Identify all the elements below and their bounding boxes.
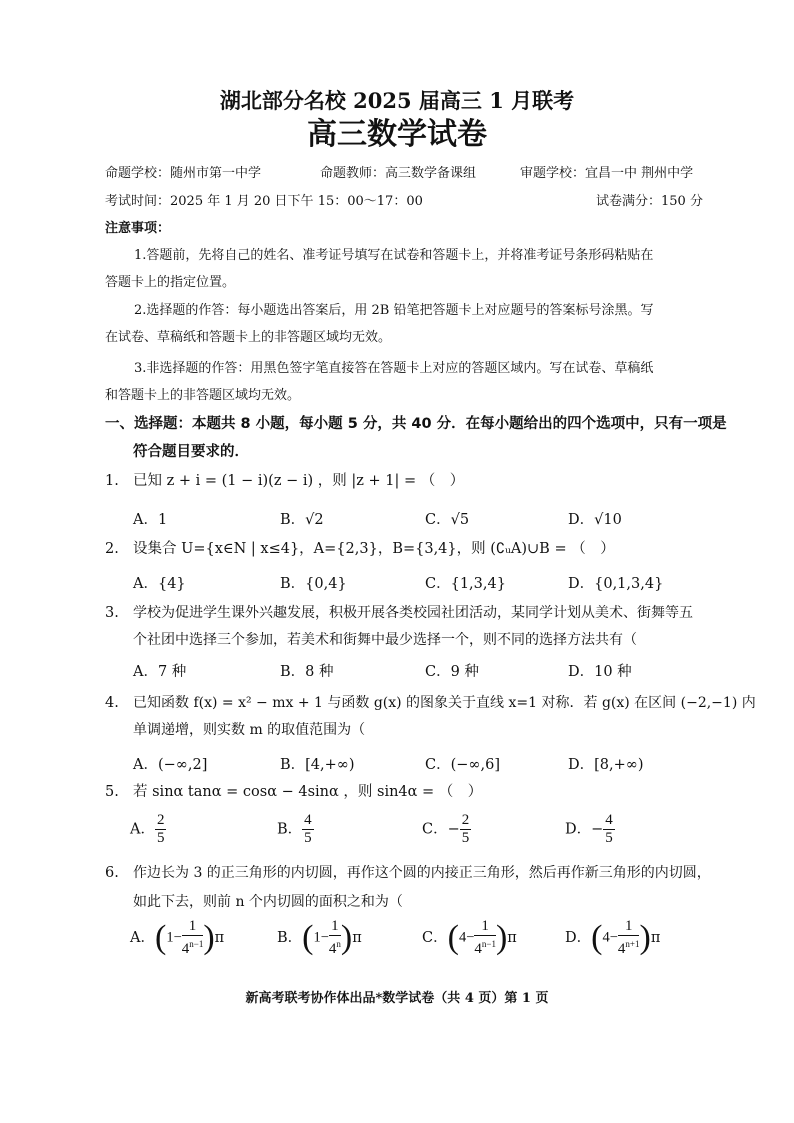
- option-label: C．: [422, 930, 448, 946]
- base: 4: [328, 941, 337, 957]
- numerator: 1: [618, 918, 640, 936]
- note-2-line-1: 2.选择题的作答：每小题选出答案后，用 2B 铅笔把答题卡上对应题号的答案标号涂黑。写: [134, 303, 654, 318]
- lead-term: 4−: [602, 929, 618, 946]
- q1-option-d: D．√10: [568, 512, 622, 528]
- q4-option-c: C．(−∞,6]: [425, 757, 500, 773]
- option-label: D．: [565, 821, 592, 838]
- note-1-line-1: 1.答题前，先将自己的姓名、准考证号填写在试卷和答题卡上，并将准考证号条形码粘贴在: [134, 248, 654, 263]
- q6-option-a: [130, 918, 224, 958]
- note-3-line-1: 3.非选择题的作答：用黑色签字笔直接答在答题卡上对应的答题区域内。写在试卷、草稿纸: [134, 361, 654, 376]
- pi-symbol: π: [352, 930, 362, 946]
- left-paren: (: [302, 919, 314, 956]
- denominator: [329, 936, 341, 958]
- q1-option-b: B．√2: [280, 512, 324, 528]
- fraction: [302, 812, 314, 847]
- pi-symbol: π: [650, 930, 661, 946]
- base: 4: [181, 941, 190, 957]
- note-2-line-2: 在试卷、草稿纸和答题卡上的非答题区域均无效。: [105, 330, 392, 345]
- right-paren: ): [495, 919, 508, 956]
- exam-name: 湖北部分名校 2025 届高三 1 月联考: [219, 88, 575, 113]
- left-paren: (: [154, 919, 167, 956]
- right-paren: ): [203, 919, 215, 956]
- option-label: C．: [422, 821, 448, 838]
- q1-option-c: C．√5: [425, 512, 470, 528]
- question-1-text: 已知 z + i = (1 − i)(z − i) ，则 |z + 1| = （ ）: [133, 473, 465, 489]
- fraction: [182, 918, 204, 958]
- paper-title: 高三数学试卷: [307, 117, 487, 152]
- q2-option-a: A．{4}: [133, 576, 186, 592]
- question-number: 2.: [105, 541, 119, 557]
- denominator: 5: [605, 830, 613, 846]
- option-label: B．: [277, 821, 303, 838]
- question-6-text: 作边长为 3 的正三角形的内切圆，再作这个圆的内接正三角形，然后再作新三角形的内切圆，: [133, 865, 711, 881]
- question-number: 1.: [105, 473, 119, 489]
- pi-symbol: π: [214, 930, 225, 946]
- note-3-line-2: 和答题卡上的非答题区域均无效。: [105, 388, 301, 403]
- exam-time: 考试时间：2025 年 1 月 20 日下午 15：00～17：00: [105, 194, 423, 209]
- fraction: [618, 918, 640, 958]
- lead-term: 1−: [313, 929, 329, 946]
- setter-school: 命题学校：随州市第一中学: [105, 166, 262, 181]
- note-1-line-2: 答题卡上的指定位置。: [105, 275, 236, 290]
- q2-option-b: B．{0,4}: [280, 576, 347, 592]
- q5-option-b: [277, 812, 314, 847]
- lead-term: 4−: [458, 929, 475, 946]
- fraction: [155, 812, 167, 847]
- option-label: B．: [277, 930, 303, 946]
- q4-option-a: A．(−∞,2]: [133, 757, 208, 773]
- notes-title: 注意事项：: [105, 221, 171, 236]
- denominator: 5: [304, 830, 312, 846]
- denominator: 5: [461, 830, 470, 846]
- exponent: n−1: [189, 939, 204, 949]
- question-4-text-cont: 单调递增，则实数 m 的取值范围为（: [133, 722, 366, 738]
- section-heading-cont: 符合题目要求的．: [133, 444, 249, 460]
- fraction: [460, 812, 472, 847]
- q4-option-b: B．[4,+∞): [280, 757, 355, 773]
- option-label: D．: [565, 930, 592, 946]
- fraction: [474, 918, 496, 958]
- denominator: [182, 936, 204, 958]
- exponent: n+1: [625, 939, 640, 949]
- right-paren: ): [639, 919, 651, 956]
- q4-option-d: D．[8,+∞): [568, 757, 644, 773]
- question-3-text-cont: 个社团中选择三个参加，若美术和街舞中最少选择一个，则不同的选择方法共有（: [133, 632, 637, 648]
- left-paren: (: [591, 919, 603, 956]
- numerator: 4: [605, 812, 613, 828]
- exponent: n−1: [481, 939, 496, 949]
- section-heading: 一、选择题：本题共 8 小题，每小题 5 分，共 40 分．在每小题给出的四个选项中，只有一项是: [105, 416, 727, 432]
- q5-option-c: [422, 812, 471, 847]
- fraction-sign: −: [591, 821, 604, 838]
- numerator: 2: [156, 812, 165, 828]
- page-footer: 新高考联考协作体出品*数学试卷（共 4 页）第 1 页: [245, 991, 549, 1006]
- question-5-text: 若 sinα tanα = cosα − 4sinα ，则 sin4α = （ ）: [133, 784, 483, 800]
- question-4-text: 已知函数 f(x) = x² − mx + 1 与函数 g(x) 的图象关于直线 x=1 对称．若 g(x) 在区间 (−2,−1) 内: [133, 695, 756, 711]
- question-number: 5.: [105, 784, 119, 800]
- question-number: 4.: [105, 695, 119, 711]
- q2-option-d: D．{0,1,3,4}: [568, 576, 664, 592]
- question-number: 3.: [105, 605, 119, 621]
- fraction-sign: −: [447, 821, 460, 838]
- question-3-text: 学校为促进学生课外兴趣发展，积极开展各类校园社团活动，某同学计划从美术、街舞等五: [133, 605, 693, 621]
- numerator: 1: [474, 918, 496, 936]
- review-school: 审题学校：宜昌一中 荆州中学: [520, 166, 694, 181]
- numerator: 1: [329, 918, 341, 936]
- option-label: A．: [130, 821, 155, 838]
- base: 4: [617, 941, 626, 957]
- exponent: n: [336, 939, 341, 949]
- question-number: 6.: [105, 865, 119, 881]
- full-score: 试卷满分：150 分: [596, 194, 703, 209]
- q3-option-d: D．10 种: [568, 664, 632, 680]
- denominator: [474, 936, 496, 958]
- numerator: 1: [182, 918, 204, 936]
- numerator: 4: [304, 812, 312, 828]
- denominator: [618, 936, 640, 958]
- fraction: [329, 918, 341, 958]
- left-paren: (: [447, 919, 459, 956]
- q6-option-c: [422, 918, 517, 958]
- setter-teacher: 命题教师：高三数学备课组: [320, 166, 477, 181]
- q3-option-b: B．8 种: [280, 664, 334, 680]
- right-paren: ): [340, 919, 353, 956]
- numerator: 2: [461, 812, 470, 828]
- denominator: 5: [156, 830, 165, 846]
- base: 4: [474, 941, 482, 957]
- lead-term: 1−: [166, 929, 182, 946]
- option-label: A．: [130, 930, 155, 946]
- question-6-text-cont: 如此下去，则前 n 个内切圆的面积之和为（: [133, 894, 403, 910]
- fraction: [603, 812, 615, 847]
- q5-option-a: [130, 812, 166, 847]
- q3-option-c: C．9 种: [425, 664, 479, 680]
- q5-option-d: [565, 812, 615, 847]
- pi-symbol: π: [507, 930, 517, 946]
- q1-option-a: A．1: [133, 512, 168, 528]
- q3-option-a: A．7 种: [133, 664, 187, 680]
- q6-option-b: [277, 918, 362, 958]
- question-2-text: 设集合 U={x∈N | x≤4}，A={2,3}，B={3,4}，则 (∁ᵤA)∪B = （ ）: [133, 541, 615, 557]
- q6-option-d: [565, 918, 660, 958]
- q2-option-c: C．{1,3,4}: [425, 576, 506, 592]
